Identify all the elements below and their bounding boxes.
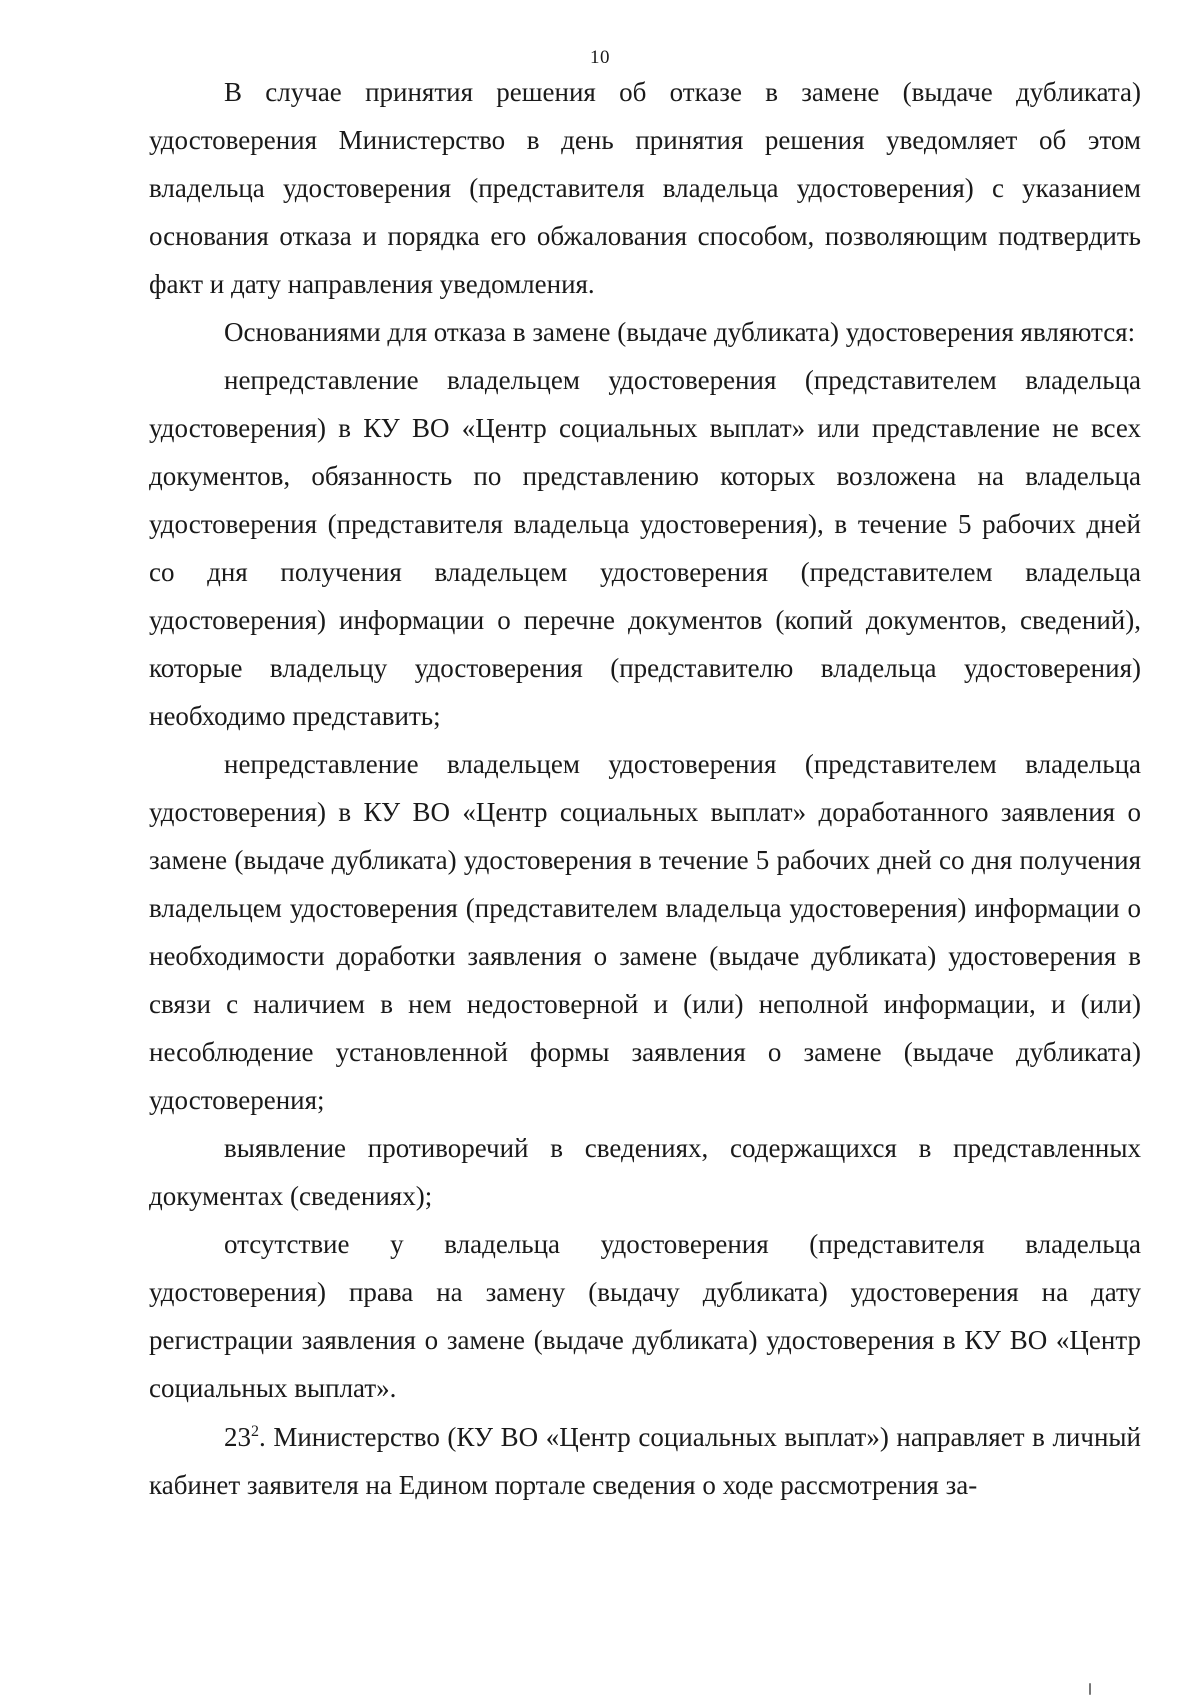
clause-number: 23	[224, 1422, 251, 1452]
document-body	[149, 68, 1141, 1509]
page-number: 10	[590, 47, 610, 68]
paragraph-ground-1: непредставление владельцем удостоверения (представителем владельца удостоверения) в КУ ВО «Центр социальных выплат» или представление не всех документов, обязанность по представлению которых возложена на владельца удостоверения (представителя владельца удостоверения), в течение 5 рабочих дней со дня получения владельцем удостоверения (представителем владельца удостоверения) информации о перечне документов (копий документов, сведений), которые владельцу удостоверения (представителю владельца удостоверения) необходимо представить;	[149, 365, 1141, 731]
paragraph-refusal-notice: В случае принятия решения об отказе в замене (выдаче дубликата) удостоверения Министерство в день принятия решения уведомляет об этом владельца удостоверения (представителя владельца удостоверения) с указанием основания отказа и порядка его обжалования способом, позволяющим подтвердить факт и дату направления уведомления.	[149, 77, 1141, 299]
paragraph-ground-4: отсутствие у владельца удостоверения (представителя владельца удостоверения) права на замену (выдачу дубликата) удостоверения на дату регистрации заявления о замене (выдаче дубликата) удостоверения в КУ ВО «Центр социальных выплат».	[149, 1229, 1141, 1403]
paragraph-ground-2: непредставление владельцем удостоверения (представителем владельца удостоверения) в КУ ВО «Центр социальных выплат» доработанного заявления о замене (выдаче дубликата) удостоверения в течение 5 рабочих дней со дня получения владельцем удостоверения (представителем владельца удостоверения) информации о необходимости доработки заявления о замене (выдаче дубликата) удостоверения в связи с наличием в нем недостоверной и (или) неполной информации, и (или) несоблюдение установленной формы заявления о замене (выдаче дубликата) удостоверения;	[149, 749, 1141, 1115]
scan-speck	[1089, 1683, 1091, 1695]
paragraph-ground-3: выявление противоречий в сведениях, содержащихся в представленных документах (сведениях);	[149, 1133, 1141, 1211]
clause-superscript: 2	[251, 1423, 259, 1440]
paragraph-clause	[149, 1413, 1141, 1509]
clause-text: . Министерство (КУ ВО «Центр социальных выплат») направляет в личный кабинет заявителя на Едином портале сведения о ходе рассмотрения за-	[149, 1422, 1141, 1500]
paragraph-refusal-grounds-intro: Основаниями для отказа в замене (выдаче дубликата) удостоверения являются:	[224, 317, 1136, 347]
